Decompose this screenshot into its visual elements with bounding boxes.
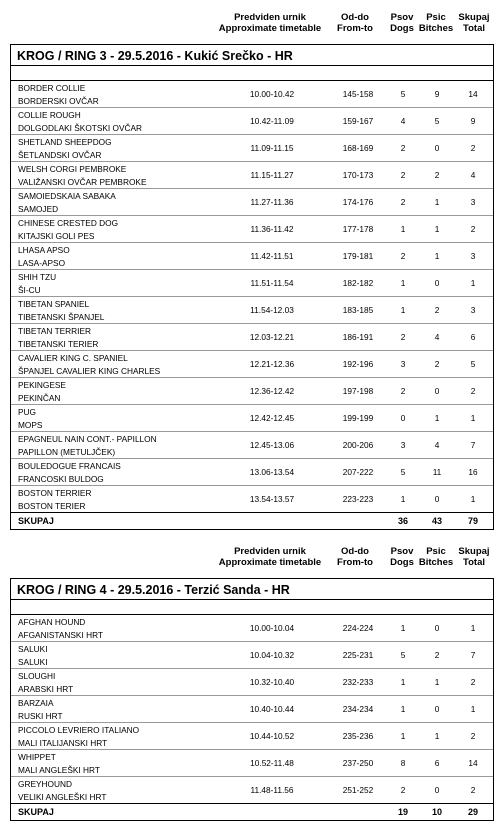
breed-name: TIBETAN TERRIER bbox=[18, 326, 91, 336]
bitches-cell: 1 bbox=[434, 224, 440, 234]
total-cell: 3 bbox=[470, 305, 476, 315]
bitches-cell: 9 bbox=[434, 89, 440, 99]
ring-title: KROG / RING 4 - 29.5.2016 - Terzić Sanda - HR bbox=[10, 578, 494, 600]
table-row bbox=[11, 323, 493, 350]
total-column-header-line2: Total bbox=[463, 23, 485, 34]
bitches-column-header-line1: Psic bbox=[426, 546, 446, 557]
total-cell: 3 bbox=[470, 197, 476, 207]
fromto-cell: 186-191 bbox=[342, 332, 374, 342]
bitches-cell: 0 bbox=[434, 623, 440, 633]
timetable-cell: 12.03-12.21 bbox=[249, 332, 295, 342]
breed-name: CAVALIER KING C. SPANIEL bbox=[18, 353, 128, 363]
dogs-cell: 8 bbox=[400, 758, 406, 768]
breed-name: PUG bbox=[18, 407, 36, 417]
breed-local-name: PAPILLON (METULJČEK) bbox=[18, 447, 116, 457]
breed-name: BOULEDOGUE FRANCAIS bbox=[18, 461, 121, 471]
total-column-header bbox=[454, 12, 494, 34]
timetable-cell: 11.54-12.03 bbox=[250, 305, 294, 315]
breed-local-name: ŠPANJEL CAVALIER KING CHARLES bbox=[18, 366, 161, 376]
time-column-header-line1: Predviden urnik bbox=[234, 12, 306, 23]
bitches-cell: 0 bbox=[434, 278, 440, 288]
bitches-column-header-line2: Bitches bbox=[418, 23, 454, 34]
timetable-cell: 10.52-11.48 bbox=[250, 758, 294, 768]
timetable-cell: 10.04-10.32 bbox=[249, 650, 295, 660]
timetable-cell: 13.54-13.57 bbox=[249, 494, 295, 504]
total-column-header bbox=[454, 546, 494, 568]
table-row bbox=[11, 350, 493, 377]
summary-label: SKUPAJ bbox=[18, 807, 54, 817]
bitches-cell: 6 bbox=[434, 758, 440, 768]
total-cell: 4 bbox=[470, 170, 476, 180]
total-cell: 1 bbox=[470, 413, 476, 423]
table-row bbox=[11, 695, 493, 722]
bitches-cell: 0 bbox=[434, 785, 440, 795]
timetable-cell: 11.48-11.56 bbox=[250, 785, 294, 795]
timetable-cell: 10.42-11.09 bbox=[250, 116, 294, 126]
bitches-cell: 1 bbox=[434, 197, 440, 207]
fromto-cell: 168-169 bbox=[342, 143, 374, 153]
dogs-column-header-line2: Dogs bbox=[390, 557, 414, 568]
bitches-cell: 1 bbox=[434, 251, 440, 261]
fromto-cell: 234-234 bbox=[342, 704, 374, 714]
dogs-cell: 3 bbox=[400, 359, 406, 369]
breed-local-name: SALUKI bbox=[18, 657, 48, 667]
total-cell: 2 bbox=[470, 386, 476, 396]
timetable-cell: 11.42-11.51 bbox=[250, 251, 294, 261]
bitches-cell: 0 bbox=[434, 704, 440, 714]
fromto-cell: 199-199 bbox=[342, 413, 374, 423]
breed-local-name: AFGANISTANSKI HRT bbox=[18, 630, 103, 640]
fromto-cell: 182-182 bbox=[342, 278, 374, 288]
breed-name: LHASA APSO bbox=[18, 245, 70, 255]
breed-local-name: MALI ITALIJANSKI HRT bbox=[18, 738, 108, 748]
table-row bbox=[11, 458, 493, 485]
table-row bbox=[11, 296, 493, 323]
summary-bitches: 10 bbox=[431, 807, 442, 817]
dogs-column-header-line1: Psov bbox=[390, 546, 414, 557]
total-cell: 5 bbox=[470, 359, 476, 369]
timetable-cell: 12.42-12.45 bbox=[249, 413, 295, 423]
fromto-column-header-line2: From-to bbox=[337, 557, 373, 568]
fromto-cell: 207-222 bbox=[342, 467, 374, 477]
table-row bbox=[11, 134, 493, 161]
total-column-header-line1: Skupaj bbox=[458, 12, 490, 23]
dogs-column-header bbox=[384, 546, 420, 568]
dogs-cell: 1 bbox=[400, 731, 406, 741]
dogs-cell: 0 bbox=[400, 413, 406, 423]
fromto-column-header bbox=[330, 546, 380, 568]
breed-name: GREYHOUND bbox=[18, 779, 72, 789]
bitches-column-header-line2: Bitches bbox=[418, 557, 454, 568]
dogs-cell: 5 bbox=[400, 89, 406, 99]
total-cell: 2 bbox=[470, 143, 476, 153]
total-cell: 16 bbox=[468, 467, 478, 477]
dogs-cell: 2 bbox=[400, 386, 406, 396]
bitches-cell: 2 bbox=[434, 650, 440, 660]
table-row bbox=[11, 431, 493, 458]
bitches-cell: 2 bbox=[434, 305, 440, 315]
dogs-cell: 1 bbox=[400, 623, 406, 633]
fromto-cell: 232-233 bbox=[342, 677, 374, 687]
timetable-cell: 10.40-10.44 bbox=[249, 704, 295, 714]
bitches-column-header-line1: Psic bbox=[426, 12, 446, 23]
table-row bbox=[11, 269, 493, 296]
bitches-cell: 1 bbox=[434, 413, 440, 423]
timetable-cell: 11.36-11.42 bbox=[250, 224, 294, 234]
summary-dogs: 19 bbox=[397, 807, 408, 817]
dogs-cell: 2 bbox=[400, 785, 406, 795]
timetable-cell: 10.00-10.04 bbox=[249, 623, 295, 633]
dogs-cell: 2 bbox=[400, 197, 406, 207]
dogs-cell: 1 bbox=[400, 677, 406, 687]
breed-name: WELSH CORGI PEMBROKE bbox=[18, 164, 127, 174]
breed-name: WHIPPET bbox=[18, 752, 56, 762]
time-column-header-line2: Approximate timetable bbox=[218, 557, 322, 568]
bitches-cell: 1 bbox=[434, 677, 440, 687]
dogs-cell: 1 bbox=[400, 494, 406, 504]
total-cell: 1 bbox=[470, 494, 476, 504]
total-cell: 2 bbox=[470, 785, 476, 795]
bitches-cell: 0 bbox=[434, 386, 440, 396]
dogs-column-header bbox=[384, 12, 420, 34]
breed-name: PICCOLO LEVRIERO ITALIANO bbox=[18, 725, 140, 735]
timetable-cell: 11.51-11.54 bbox=[250, 278, 294, 288]
fromto-cell: 224-224 bbox=[342, 623, 374, 633]
timetable-cell: 11.15-11.27 bbox=[250, 170, 294, 180]
bitches-cell: 11 bbox=[432, 467, 442, 477]
fromto-column-header-line2: From-to bbox=[337, 23, 373, 34]
column-header bbox=[0, 546, 500, 578]
breed-table bbox=[10, 614, 494, 821]
breed-name: SLOUGHI bbox=[18, 671, 56, 681]
fromto-cell: 251-252 bbox=[342, 785, 374, 795]
table-row bbox=[11, 242, 493, 269]
breed-local-name: ŠI-CU bbox=[18, 285, 41, 295]
table-row bbox=[11, 188, 493, 215]
timetable-cell: 11.09-11.15 bbox=[250, 143, 294, 153]
breed-local-name: RUSKI HRT bbox=[18, 711, 63, 721]
column-header bbox=[0, 12, 500, 44]
summary-dogs: 36 bbox=[397, 516, 408, 526]
breed-local-name: LASA-APSO bbox=[18, 258, 66, 268]
total-cell: 1 bbox=[470, 278, 476, 288]
breed-name: EPAGNEUL NAIN CONT.- PAPILLON bbox=[18, 434, 157, 444]
fromto-cell: 237-250 bbox=[342, 758, 374, 768]
dogs-cell: 5 bbox=[400, 650, 406, 660]
total-cell: 1 bbox=[470, 623, 476, 633]
breed-local-name: TIBETANSKI TERIER bbox=[18, 339, 99, 349]
bitches-cell: 5 bbox=[434, 116, 440, 126]
total-cell: 2 bbox=[470, 731, 476, 741]
fromto-cell: 159-167 bbox=[342, 116, 374, 126]
breed-local-name: MALI ANGLEŠKI HRT bbox=[18, 765, 100, 775]
dogs-cell: 5 bbox=[400, 467, 406, 477]
table-gap bbox=[10, 66, 494, 80]
bitches-cell: 1 bbox=[434, 731, 440, 741]
bitches-column-header bbox=[416, 546, 456, 568]
breed-name: SALUKI bbox=[18, 644, 48, 654]
table-row bbox=[11, 377, 493, 404]
breed-local-name: MOPS bbox=[18, 420, 43, 430]
dogs-cell: 2 bbox=[400, 143, 406, 153]
timetable-cell: 12.45-13.06 bbox=[249, 440, 295, 450]
breed-table bbox=[10, 80, 494, 530]
total-cell: 2 bbox=[470, 224, 476, 234]
dogs-cell: 3 bbox=[400, 440, 406, 450]
table-row bbox=[11, 485, 493, 512]
summary-total: 79 bbox=[467, 516, 478, 526]
summary-label: SKUPAJ bbox=[18, 516, 54, 526]
total-column-header-line1: Skupaj bbox=[458, 546, 490, 557]
total-column-header-line2: Total bbox=[463, 557, 485, 568]
dogs-cell: 1 bbox=[400, 305, 406, 315]
breed-name: SHETLAND SHEEPDOG bbox=[18, 137, 112, 147]
time-column-header bbox=[205, 546, 335, 568]
timetable-cell: 10.44-10.52 bbox=[249, 731, 295, 741]
timetable-cell: 11.27-11.36 bbox=[250, 197, 294, 207]
table-row bbox=[11, 749, 493, 776]
breed-local-name: PEKINČAN bbox=[18, 393, 61, 403]
table-row bbox=[11, 161, 493, 188]
total-cell: 2 bbox=[470, 677, 476, 687]
dogs-cell: 1 bbox=[400, 224, 406, 234]
breed-name: PEKINGESE bbox=[18, 380, 66, 390]
breed-name: COLLIE ROUGH bbox=[18, 110, 81, 120]
table-row bbox=[11, 80, 493, 107]
breed-name: SHIH TZU bbox=[18, 272, 57, 282]
timetable-cell: 10.32-10.40 bbox=[249, 677, 295, 687]
timetable-cell: 12.21-12.36 bbox=[249, 359, 295, 369]
timetable-cell: 10.00-10.42 bbox=[249, 89, 295, 99]
ring-section bbox=[0, 546, 500, 821]
dogs-column-header-line2: Dogs bbox=[390, 23, 414, 34]
ring-section bbox=[0, 12, 500, 530]
table-gap bbox=[10, 600, 494, 614]
dogs-cell: 4 bbox=[400, 116, 406, 126]
fromto-cell: 200-206 bbox=[342, 440, 374, 450]
bitches-cell: 2 bbox=[434, 359, 440, 369]
breed-name: TIBETAN SPANIEL bbox=[18, 299, 90, 309]
breed-name: BORDER COLLIE bbox=[18, 83, 86, 93]
fromto-cell: 225-231 bbox=[342, 650, 374, 660]
fromto-cell: 183-185 bbox=[342, 305, 374, 315]
ring-title: KROG / RING 3 - 29.5.2016 - Kukić Srečko - HR bbox=[10, 44, 494, 66]
fromto-column-header-line1: Od-do bbox=[341, 12, 369, 23]
table-row bbox=[11, 722, 493, 749]
breed-name: CHINESE CRESTED DOG bbox=[18, 218, 119, 228]
fromto-cell: 197-198 bbox=[342, 386, 374, 396]
fromto-cell: 179-181 bbox=[342, 251, 374, 261]
bitches-cell: 2 bbox=[434, 170, 440, 180]
fromto-column-header-line1: Od-do bbox=[341, 546, 369, 557]
table-row bbox=[11, 215, 493, 242]
dogs-cell: 1 bbox=[400, 704, 406, 714]
bitches-cell: 0 bbox=[434, 494, 440, 504]
summary-row bbox=[11, 803, 493, 820]
breed-local-name: ARABSKI HRT bbox=[18, 684, 74, 694]
bitches-column-header bbox=[416, 12, 456, 34]
summary-bitches: 43 bbox=[431, 516, 442, 526]
total-cell: 6 bbox=[470, 332, 476, 342]
total-cell: 9 bbox=[470, 116, 476, 126]
timetable-cell: 13.06-13.54 bbox=[249, 467, 295, 477]
dogs-cell: 2 bbox=[400, 170, 406, 180]
table-row bbox=[11, 641, 493, 668]
breed-name: SAMOIEDSKAIA SABAKA bbox=[18, 191, 116, 201]
fromto-cell: 145-158 bbox=[342, 89, 374, 99]
total-cell: 1 bbox=[470, 704, 476, 714]
fromto-cell: 174-176 bbox=[342, 197, 374, 207]
fromto-cell: 177-178 bbox=[342, 224, 374, 234]
summary-total: 29 bbox=[467, 807, 478, 817]
table-row bbox=[11, 614, 493, 641]
breed-name: AFGHAN HOUND bbox=[18, 617, 86, 627]
breed-local-name: DOLGODLAKI ŠKOTSKI OVČAR bbox=[18, 123, 143, 133]
dogs-cell: 1 bbox=[400, 278, 406, 288]
dogs-column-header-line1: Psov bbox=[390, 12, 414, 23]
total-cell: 7 bbox=[470, 650, 476, 660]
breed-local-name: BORDERSKI OVČAR bbox=[18, 96, 99, 106]
dogs-cell: 2 bbox=[400, 332, 406, 342]
fromto-cell: 235-236 bbox=[342, 731, 374, 741]
time-column-header-line1: Predviden urnik bbox=[234, 546, 306, 557]
breed-local-name: BOSTON TERIER bbox=[18, 501, 86, 511]
fromto-cell: 192-196 bbox=[342, 359, 374, 369]
bitches-cell: 0 bbox=[434, 143, 440, 153]
breed-local-name: KITAJSKI GOLI PES bbox=[18, 231, 95, 241]
time-column-header bbox=[205, 12, 335, 34]
total-cell: 3 bbox=[470, 251, 476, 261]
breed-name: BOSTON TERRIER bbox=[18, 488, 92, 498]
total-cell: 14 bbox=[468, 758, 478, 768]
summary-row bbox=[11, 512, 493, 529]
fromto-column-header bbox=[330, 12, 380, 34]
bitches-cell: 4 bbox=[434, 332, 440, 342]
table-row bbox=[11, 668, 493, 695]
fromto-cell: 170-173 bbox=[342, 170, 374, 180]
total-cell: 7 bbox=[470, 440, 476, 450]
breed-local-name: FRANCOSKI BULDOG bbox=[18, 474, 104, 484]
table-row bbox=[11, 107, 493, 134]
total-cell: 14 bbox=[468, 89, 478, 99]
bitches-cell: 4 bbox=[434, 440, 440, 450]
breed-local-name: ŠETLANDSKI OVČAR bbox=[18, 150, 102, 160]
breed-local-name: TIBETANSKI ŠPANJEL bbox=[18, 312, 105, 322]
dogs-cell: 2 bbox=[400, 251, 406, 261]
breed-local-name: VALIŽANSKI OVČAR PEMBROKE bbox=[18, 177, 147, 187]
fromto-cell: 223-223 bbox=[342, 494, 374, 504]
table-row bbox=[11, 404, 493, 431]
timetable-cell: 12.36-12.42 bbox=[249, 386, 295, 396]
time-column-header-line2: Approximate timetable bbox=[218, 23, 322, 34]
breed-name: BARZAIA bbox=[18, 698, 54, 708]
breed-local-name: VELIKI ANGLEŠKI HRT bbox=[18, 792, 107, 802]
breed-local-name: SAMOJED bbox=[18, 204, 59, 214]
table-row bbox=[11, 776, 493, 803]
